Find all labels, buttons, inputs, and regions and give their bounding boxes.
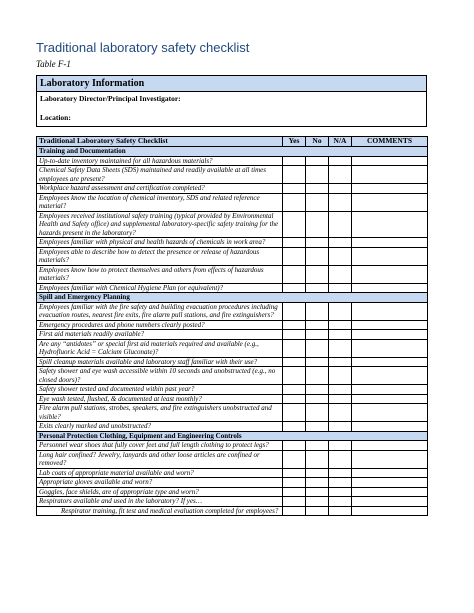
checklist-sub-item-row	[37, 506, 428, 516]
comments-cell[interactable]	[352, 283, 428, 293]
header-na: N/A	[329, 137, 352, 147]
checklist-item-text: First aid materials readily available?	[37, 330, 283, 340]
section-row	[37, 147, 428, 157]
checkbox-cell-no[interactable]	[306, 394, 329, 404]
checkbox-cell-na[interactable]	[329, 193, 352, 211]
checklist-item-row	[37, 283, 428, 293]
location-label: Location:	[40, 113, 71, 122]
checklist-item-text: Spill cleanup materials available and laboratory staff familiar with their use?	[37, 357, 283, 367]
checklist-item-row	[37, 450, 428, 468]
checklist-item-text: Safety shower and eye wash accessible within 10 seconds and unobstructed (e.g., no closed doors)?	[37, 367, 283, 385]
checkbox-cell-no[interactable]	[306, 156, 329, 166]
checkbox-cell-na[interactable]	[329, 211, 352, 238]
comments-cell[interactable]	[352, 422, 428, 432]
safety-checklist-table	[36, 136, 428, 516]
checkbox-cell-no[interactable]	[306, 404, 329, 422]
checkbox-cell-no[interactable]	[306, 247, 329, 265]
checkbox-cell-no[interactable]	[306, 478, 329, 488]
checklist-item-row	[37, 394, 428, 404]
checklist-item-text: Exits clearly marked and unobstructed?	[37, 422, 283, 432]
table-number: Table F-1	[36, 59, 71, 69]
checklist-item-text: Employees able to describe how to detect the presence or release of hazardous materials?	[37, 247, 283, 265]
checklist-item-row	[37, 339, 428, 357]
checkbox-cell-yes[interactable]	[283, 184, 306, 194]
checkbox-cell-yes[interactable]	[283, 404, 306, 422]
comments-cell[interactable]	[352, 184, 428, 194]
comments-cell[interactable]	[352, 367, 428, 385]
checklist-item-row	[37, 238, 428, 248]
checkbox-cell-no[interactable]	[306, 497, 329, 507]
checkbox-cell-na[interactable]	[329, 497, 352, 507]
checkbox-cell-no[interactable]	[306, 357, 329, 367]
header-item: Traditional Laboratory Safety Checklist	[37, 137, 283, 147]
checkbox-cell-no[interactable]	[306, 193, 329, 211]
checkbox-cell-na[interactable]	[329, 339, 352, 357]
comments-cell[interactable]	[352, 478, 428, 488]
checkbox-cell-no[interactable]	[306, 283, 329, 293]
checklist-item-row	[37, 193, 428, 211]
comments-cell[interactable]	[352, 441, 428, 451]
checkbox-cell-na[interactable]	[329, 450, 352, 468]
checklist-sub-item-text: Respirator training, fit test and medical evaluation completed for employees?	[37, 506, 283, 516]
checklist-item-row	[37, 404, 428, 422]
checkbox-cell-no[interactable]	[306, 211, 329, 238]
checkbox-cell-na[interactable]	[329, 330, 352, 340]
director-label: Laboratory Director/Principal Investigator:	[40, 94, 181, 103]
checklist-item-text: Workplace hazard assessment and certification completed?	[37, 184, 283, 194]
checklist-item-row	[37, 265, 428, 283]
checkbox-cell-yes[interactable]	[283, 422, 306, 432]
section-row	[37, 293, 428, 303]
checkbox-cell-yes[interactable]	[283, 478, 306, 488]
checkbox-cell-no[interactable]	[306, 506, 329, 516]
checkbox-cell-na[interactable]	[329, 184, 352, 194]
checkbox-cell-no[interactable]	[306, 330, 329, 340]
checklist-item-text: Goggles, face shields, are of appropriate type and worn?	[37, 487, 283, 497]
checkbox-cell-no[interactable]	[306, 265, 329, 283]
checkbox-cell-na[interactable]	[329, 320, 352, 330]
checklist-item-text: Up-to-date inventory maintained for all hazardous materials?	[37, 156, 283, 166]
comments-cell[interactable]	[352, 339, 428, 357]
checkbox-cell-yes[interactable]	[283, 385, 306, 395]
checkbox-cell-na[interactable]	[329, 367, 352, 385]
comments-cell[interactable]	[352, 385, 428, 395]
comments-cell[interactable]	[352, 238, 428, 248]
checkbox-cell-no[interactable]	[306, 422, 329, 432]
header-yes: Yes	[283, 137, 306, 147]
checkbox-cell-yes[interactable]	[283, 193, 306, 211]
checkbox-cell-na[interactable]	[329, 247, 352, 265]
checkbox-cell-na[interactable]	[329, 238, 352, 248]
checkbox-cell-yes[interactable]	[283, 506, 306, 516]
checkbox-cell-no[interactable]	[306, 487, 329, 497]
checkbox-cell-no[interactable]	[306, 166, 329, 184]
comments-cell[interactable]	[352, 302, 428, 320]
checkbox-cell-yes[interactable]	[283, 211, 306, 238]
section-row	[37, 431, 428, 441]
checklist-item-text: Employees familiar with physical and health hazards of chemicals in work area?	[37, 238, 283, 248]
checklist-item-row	[37, 367, 428, 385]
checkbox-cell-no[interactable]	[306, 450, 329, 468]
comments-cell[interactable]	[352, 497, 428, 507]
checkbox-cell-yes[interactable]	[283, 320, 306, 330]
checkbox-cell-yes[interactable]	[283, 339, 306, 357]
checkbox-cell-yes[interactable]	[283, 238, 306, 248]
checkbox-cell-na[interactable]	[329, 156, 352, 166]
checkbox-cell-yes[interactable]	[283, 367, 306, 385]
checklist-item-text: Appropriate gloves available and worn?	[37, 478, 283, 488]
comments-cell[interactable]	[352, 450, 428, 468]
checklist-item-text: Employees familiar with Chemical Hygiene Plan (or equivalent)?	[37, 283, 283, 293]
checklist-item-row	[37, 156, 428, 166]
checkbox-cell-no[interactable]	[306, 238, 329, 248]
comments-cell[interactable]	[352, 506, 428, 516]
checkbox-cell-yes[interactable]	[283, 265, 306, 283]
checklist-item-text: Employees know the location of chemical inventory, SDS and related reference material?	[37, 193, 283, 211]
checkbox-cell-na[interactable]	[329, 166, 352, 184]
comments-cell[interactable]	[352, 404, 428, 422]
header-row	[37, 137, 428, 147]
checkbox-cell-yes[interactable]	[283, 487, 306, 497]
checklist-item-text: Personnel wear shoes that fully cover feet and full length clothing to protect legs?	[37, 441, 283, 451]
checkbox-cell-yes[interactable]	[283, 166, 306, 184]
checklist-item-row	[37, 184, 428, 194]
checkbox-cell-yes[interactable]	[283, 357, 306, 367]
checklist-item-row	[37, 422, 428, 432]
comments-cell[interactable]	[352, 468, 428, 478]
comments-cell[interactable]	[352, 330, 428, 340]
checkbox-cell-no[interactable]	[306, 468, 329, 478]
checklist-item-text: Employees familiar with the fire safety and building evacuation procedures including evacuation routes, nearest fire exits, fire alarm pull stations, and fire extinguishers?	[37, 302, 283, 320]
info-body	[37, 92, 426, 126]
comments-cell[interactable]	[352, 247, 428, 265]
checkbox-cell-na[interactable]	[329, 404, 352, 422]
checklist-item-row	[37, 166, 428, 184]
header-no: No	[306, 137, 329, 147]
checklist-item-row	[37, 211, 428, 238]
checkbox-cell-na[interactable]	[329, 283, 352, 293]
checklist-item-text: Safety shower tested and documented within past year?	[37, 385, 283, 395]
comments-cell[interactable]	[352, 166, 428, 184]
comments-cell[interactable]	[352, 394, 428, 404]
checkbox-cell-na[interactable]	[329, 302, 352, 320]
checklist-item-text: Long hair confined? Jewelry, lanyards and other loose articles are confined or removed?	[37, 450, 283, 468]
checkbox-cell-yes[interactable]	[283, 247, 306, 265]
comments-cell[interactable]	[352, 265, 428, 283]
checkbox-cell-yes[interactable]	[283, 156, 306, 166]
checkbox-cell-no[interactable]	[306, 184, 329, 194]
checkbox-cell-yes[interactable]	[283, 302, 306, 320]
checkbox-cell-na[interactable]	[329, 468, 352, 478]
comments-cell[interactable]	[352, 320, 428, 330]
checkbox-cell-na[interactable]	[329, 478, 352, 488]
checkbox-cell-no[interactable]	[306, 320, 329, 330]
checklist-item-row	[37, 247, 428, 265]
checklist-item-text: Respirators available and used in the laboratory? If yes…	[37, 497, 283, 507]
document-title: Traditional laboratory safety checklist	[36, 40, 250, 55]
checkbox-cell-yes[interactable]	[283, 450, 306, 468]
checklist-item-row	[37, 330, 428, 340]
comments-cell[interactable]	[352, 193, 428, 211]
checklist-item-text: Are any “antidotes” or special first aid materials required and available (e.g., Hydrofluoric Acid = Calcium Gluconate)?	[37, 339, 283, 357]
checkbox-cell-na[interactable]	[329, 385, 352, 395]
checkbox-cell-no[interactable]	[306, 367, 329, 385]
checkbox-cell-yes[interactable]	[283, 441, 306, 451]
checklist-item-row	[37, 385, 428, 395]
checkbox-cell-no[interactable]	[306, 339, 329, 357]
checkbox-cell-na[interactable]	[329, 441, 352, 451]
checkbox-cell-na[interactable]	[329, 422, 352, 432]
checklist-item-row	[37, 497, 428, 507]
comments-cell[interactable]	[352, 487, 428, 497]
checklist-item-text: Fire alarm pull stations, strobes, speakers, and fire extinguishers unobstructed and visible?	[37, 404, 283, 422]
comments-cell[interactable]	[352, 211, 428, 238]
checkbox-cell-yes[interactable]	[283, 394, 306, 404]
comments-cell[interactable]	[352, 156, 428, 166]
checkbox-cell-na[interactable]	[329, 265, 352, 283]
checklist-item-row	[37, 357, 428, 367]
checkbox-cell-yes[interactable]	[283, 283, 306, 293]
header-comments: COMMENTS	[352, 137, 428, 147]
checklist-item-text: Lab coats of appropriate material available and worn?	[37, 468, 283, 478]
checkbox-cell-yes[interactable]	[283, 497, 306, 507]
checklist-item-row	[37, 320, 428, 330]
checkbox-cell-na[interactable]	[329, 487, 352, 497]
checklist-item-text: Employees know how to protect themselves and others from effects of hazardous materials?	[37, 265, 283, 283]
section-title: Training and Documentation	[37, 147, 428, 157]
checkbox-cell-no[interactable]	[306, 441, 329, 451]
checkbox-cell-na[interactable]	[329, 357, 352, 367]
comments-cell[interactable]	[352, 357, 428, 367]
checklist-item-row	[37, 302, 428, 320]
checkbox-cell-na[interactable]	[329, 506, 352, 516]
section-title: Spill and Emergency Planning	[37, 293, 428, 303]
checklist-item-text: Emergency procedures and phone numbers clearly posted?	[37, 320, 283, 330]
checklist-item-row	[37, 468, 428, 478]
checklist-item-text: Eye wash tested, flushed, & documented at least monthly?	[37, 394, 283, 404]
checklist-item-row	[37, 441, 428, 451]
checklist-item-text: Employees received institutional safety training (typical provided by Environmental Health and Safety office) and supplemental laboratory-specific safety training for the hazards present in the laboratory?	[37, 211, 283, 238]
info-heading: Laboratory Information	[37, 76, 426, 92]
section-title: Personal Protection Clothing, Equipment and Engineering Controls	[37, 431, 428, 441]
checklist-item-row	[37, 478, 428, 488]
checkbox-cell-no[interactable]	[306, 302, 329, 320]
checkbox-cell-no[interactable]	[306, 385, 329, 395]
checkbox-cell-yes[interactable]	[283, 330, 306, 340]
checklist-item-row	[37, 487, 428, 497]
checkbox-cell-na[interactable]	[329, 394, 352, 404]
checklist-item-text: Chemical Safety Data Sheets (SDS) maintained and readily available at all times employees are present?	[37, 166, 283, 184]
laboratory-information-box	[36, 75, 427, 127]
checkbox-cell-yes[interactable]	[283, 468, 306, 478]
